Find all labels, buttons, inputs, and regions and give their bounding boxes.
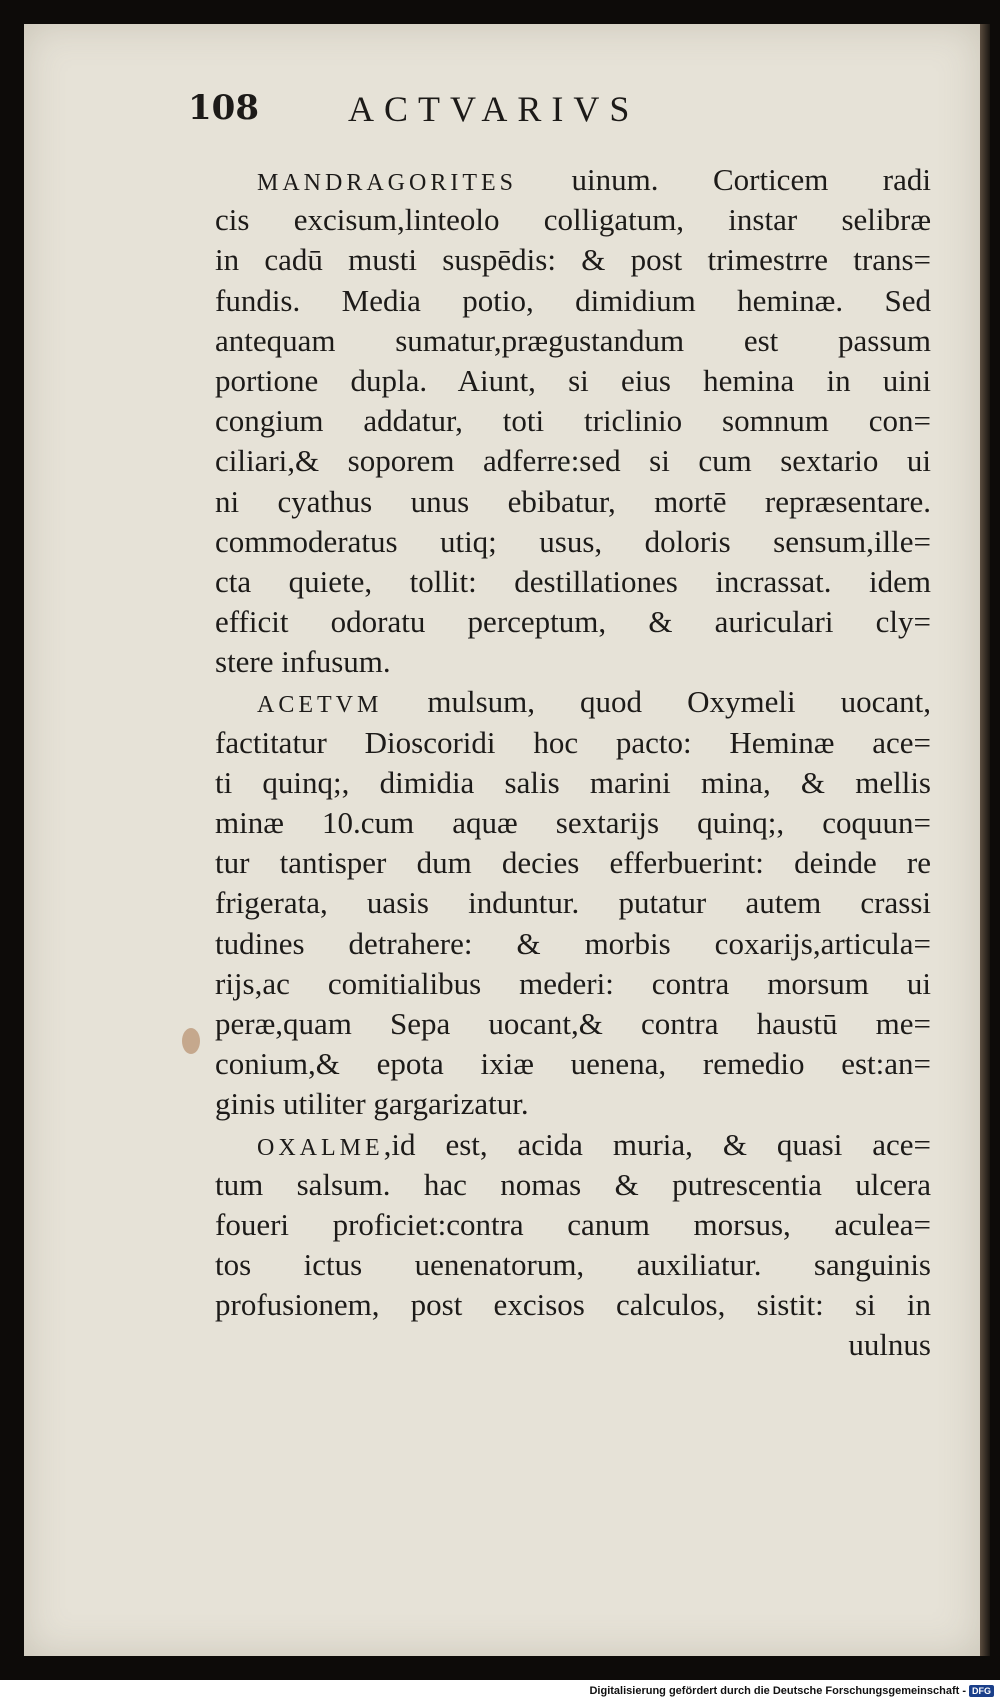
text-line: cis excisum,linteolo colligatum, instar selibræ (215, 202, 931, 238)
text-line: cta quiete, tollit: destillationes incrassat. idem (215, 563, 931, 599)
text-line: ACETVM mulsum, quod Oxymeli uocant, (257, 684, 931, 720)
text-line: ti quinq;, dimidia salis marini mina, & mellis (215, 764, 931, 800)
page-edge (980, 24, 990, 1656)
text-line: conium,& epota ixiæ uenena, remedio est:an= (215, 1046, 931, 1082)
text-line: commoderatus utiq; usus, doloris sensum,ille= (215, 523, 931, 559)
text-line: stere infusum. (215, 644, 391, 680)
text-line: ni cyathus unus ebibatur, mortē repræsentare. (215, 483, 931, 519)
text-line: peræ,quam Sepa uocant,& contra haustū me= (215, 1005, 931, 1041)
digitization-credit (589, 1685, 994, 1697)
text-line: ciliari,& soporem adferre:sed si cum sextario ui (215, 443, 931, 479)
text-line: profusionem, post excisos calculos, sistit: si in (215, 1287, 931, 1323)
running-title: ACTVARIVS (348, 89, 640, 129)
body-text (215, 160, 931, 1366)
text-line: antequam sumatur,prægustandum est passum (215, 322, 931, 358)
text-line: in cadū musti suspēdis: & post trimestrre trans= (215, 242, 931, 278)
text-line: congium addatur, toti triclinio somnum con= (215, 403, 931, 439)
text-line: tur tantisper dum decies efferbuerint: deinde re (215, 845, 931, 881)
text-line: minæ 10.cum aquæ sextarijs quinq;, coquun= (215, 805, 931, 840)
text-line: foueri proficiet:contra canum morsus, aculea= (215, 1206, 931, 1242)
text-line: ginis utiliter gargarizatur. (215, 1086, 529, 1122)
dfg-logo: DFG (969, 1685, 994, 1697)
text-line: tudines detrahere: & morbis coxarijs,articula= (215, 925, 931, 961)
text-line: portione dupla. Aiunt, si eius hemina in uini (215, 362, 931, 398)
text-line: OXALME,id est, acida muria, & quasi ace= (257, 1126, 931, 1162)
text-line: rijs,ac comitialibus mederi: contra morsum ui (215, 965, 931, 1001)
lead-word: MANDRAGORITES (257, 170, 518, 196)
page-number: 108 (188, 88, 259, 128)
text-line: MANDRAGORITES uinum. Corticem radi (257, 162, 931, 197)
text-line: factitatur Dioscoridi hoc pacto: Heminæ ace= (215, 724, 931, 760)
lead-word: ACETVM (257, 692, 383, 719)
text-line: efficit odoratu perceptum, & auriculari cly= (215, 604, 931, 640)
lead-word: OXALME (257, 1134, 384, 1161)
paper-stain (182, 1028, 200, 1054)
text-line: frigerata, uasis induntur. putatur autem crassi (215, 885, 931, 921)
text-line: tos ictus uenenatorum, auxiliatur. sanguinis (215, 1247, 931, 1283)
text-line: fundis. Media potio, dimidium heminæ. Sed (215, 282, 931, 318)
catchword: uulnus (848, 1327, 931, 1363)
text-line: tum salsum. hac nomas & putrescentia ulcera (215, 1166, 931, 1202)
credit-text: Digitalisierung gefördert durch die Deutsche Forschungsgemeinschaft - (589, 1685, 966, 1697)
page-header (188, 88, 708, 148)
